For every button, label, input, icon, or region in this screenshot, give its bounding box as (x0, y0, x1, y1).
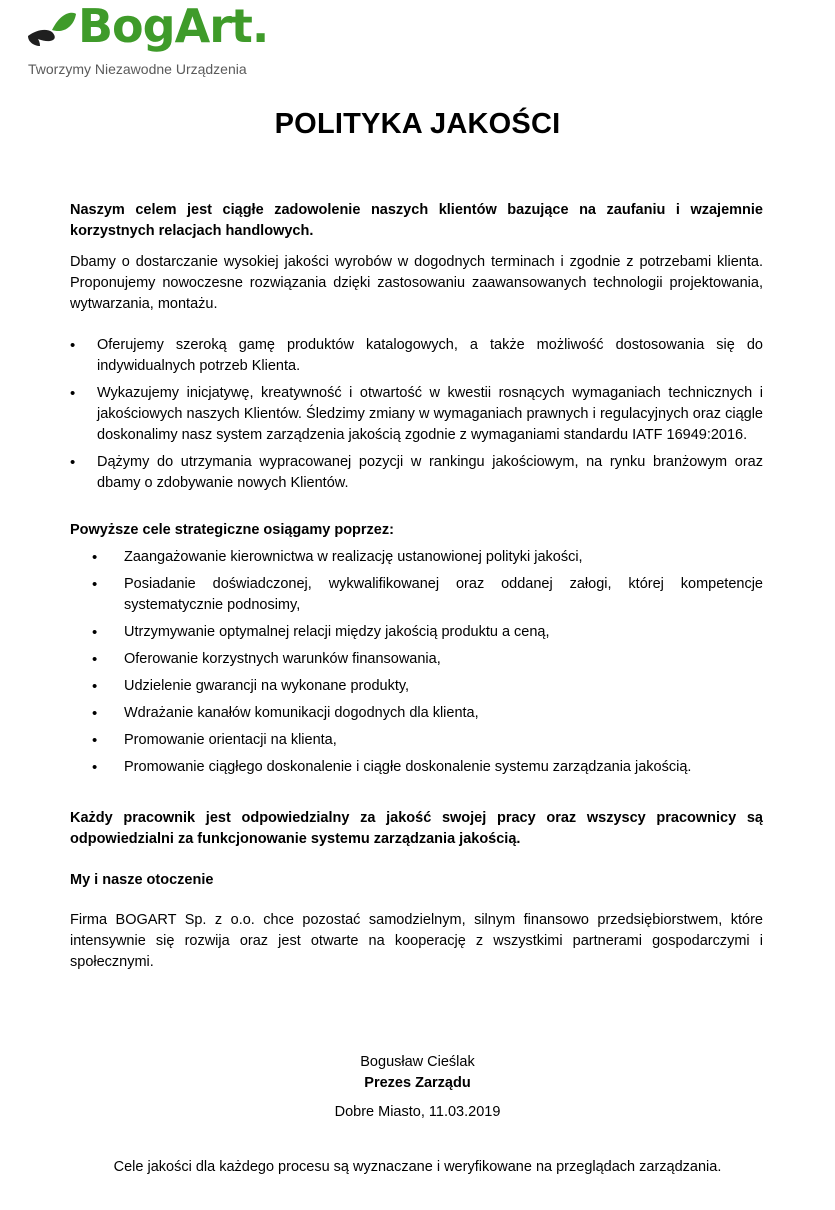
list-item: • Wdrażanie kanałów komunikacji dogodnych dla klienta, (92, 705, 479, 722)
company-logo (26, 2, 286, 82)
responsibility-text: Każdy pracownik jest odpowiedzialny za jakość swojej pracy oraz wszyscy pracownicy są odpowiedzialni za funkcjonowanie systemu zarządzania jakością. (70, 810, 763, 847)
signature-block (0, 1052, 835, 1123)
bullet-icon: • (70, 337, 76, 354)
responsibility-section (70, 808, 763, 850)
list-item: • Promowanie orientacji na klienta, (92, 732, 337, 749)
list-item: • Oferujemy szeroką gamę produktów katalogowych, a także możliwość dostosowania się do indywidualnych potrzeb Klienta. (70, 337, 763, 374)
commitments-list (70, 335, 763, 500)
place-date: Dobre Miasto, 11.03.2019 (334, 1104, 501, 1120)
means-heading: Powyższe cele strategiczne osiągamy poprzez: (70, 522, 394, 538)
list-item: • Posiadanie doświadczonej, wykwalifikowanej oraz oddanej załogi, której kompetencje systematycznie podnosimy, (92, 576, 763, 613)
bullet-icon: • (70, 454, 76, 471)
bullet-icon: • (92, 576, 98, 593)
list-item: • Oferowanie korzystnych warunków finansowania, (92, 651, 441, 668)
environment-heading: My i nasze otoczenie (70, 872, 214, 888)
list-item: • Promowanie ciągłego doskonalenie i ciągłe doskonalenie systemu zarządzania jakością. (92, 759, 692, 776)
environment-body: Firma BOGART Sp. z o.o. chce pozostać samodzielnym, silnym finansowo przedsiębiorstwem, które intensywnie się rozwija oraz jest otwarte na kooperację z wszystkimi partnerami gospodarczymi i społecznymi. (70, 912, 763, 970)
intro-body: Dbamy o dostarczanie wysokiej jakości wyrobów w dogodnych terminach i zgodnie z potrzebami klienta. Proponujemy nowoczesne rozwiązania dzięki zastosowaniu zaawansowanych technologii projektowania, wytwarzania, montażu. (70, 254, 763, 312)
list-item: • Utrzymywanie optymalnej relacji między jakością produktu a ceną, (92, 624, 550, 641)
document-title: POLITYKA JAKOŚCI (274, 108, 561, 140)
intro-lead: Naszym celem jest ciągłe zadowolenie naszych klientów bazujące na zaufaniu i wzajemnie korzystnych relacjach handlowych. (70, 202, 763, 239)
bullet-icon: • (92, 624, 98, 641)
bullet-icon: • (92, 705, 98, 722)
bullet-icon: • (92, 678, 98, 695)
list-item: • Dążymy do utrzymania wypracowanej pozycji w rankingu jakościowym, na rynku branżowym oraz dbamy o zdobywanie nowych Klientów. (70, 454, 763, 491)
bullet-icon: • (92, 732, 98, 749)
bullet-icon: • (92, 549, 98, 566)
logo-tagline: Tworzymy Niezawodne Urządzenia (28, 61, 247, 77)
logo-wordmark: BogArt. (78, 0, 269, 53)
bullet-icon: • (92, 651, 98, 668)
logo-leaf-icon (26, 8, 78, 48)
list-item: • Zaangażowanie kierownictwa w realizację ustanowionej polityki jakości, (92, 549, 583, 566)
means-list (92, 547, 763, 784)
means-section (70, 520, 763, 541)
environment-section (70, 910, 763, 973)
list-item: • Udzielenie gwarancji na wykonane produkty, (92, 678, 410, 695)
signatory-name: Bogusław Cieślak (360, 1054, 475, 1070)
signatory-role: Prezes Zarządu (364, 1075, 471, 1091)
list-item: • Wykazujemy inicjatywę, kreatywność i otwartość w kwestii rosnących wymaganiach technicznych i jakościowych naszych Klientów. Śledzimy zmiany w wymaganiach prawnych i regulacyjnych oraz ciągle doskonalimy nasz system zarządzenia jakością zgodnie z wymaganiami standardu IATF 16949:2016. (70, 385, 763, 443)
bullet-icon: • (92, 759, 98, 776)
bullet-icon: • (70, 385, 76, 402)
intro-section (70, 200, 763, 315)
footer-note: Cele jakości dla każdego procesu są wyznaczane i weryfikowane na przeglądach zarządzania. (113, 1159, 722, 1175)
environment-heading-block (70, 870, 763, 891)
